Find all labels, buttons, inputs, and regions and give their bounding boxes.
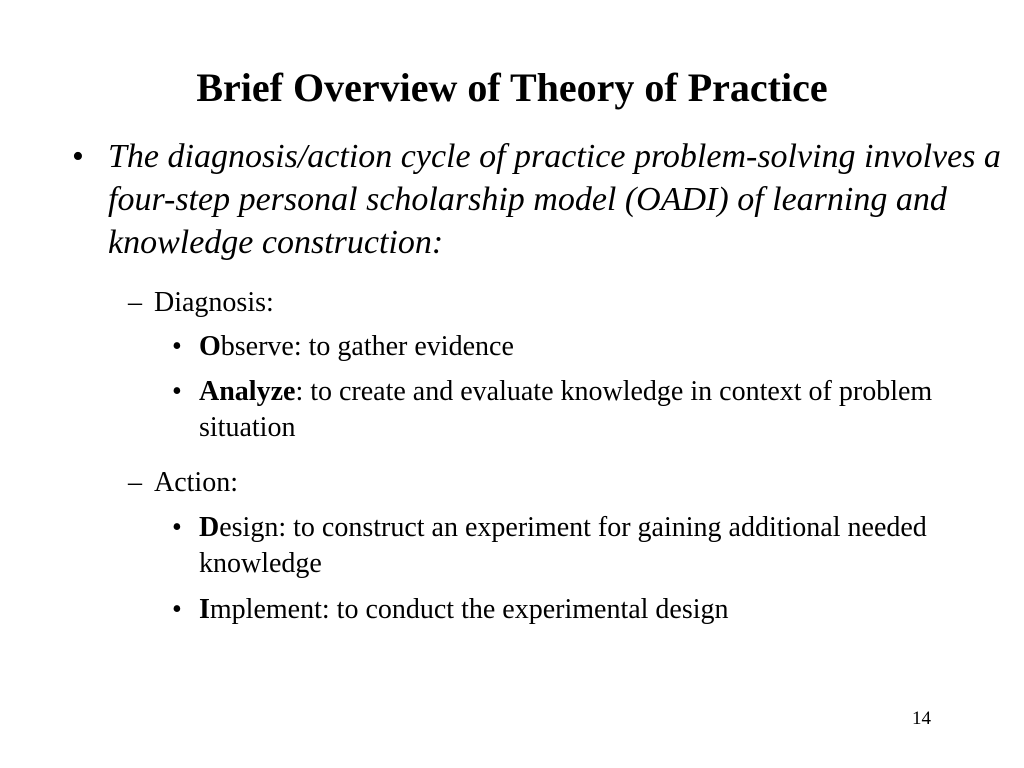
list-item-text xyxy=(199,329,992,365)
list-item-text xyxy=(199,592,992,628)
list-item-text xyxy=(199,374,992,446)
list-item-keyword: Analyze xyxy=(199,376,296,407)
section-label-action: Action: xyxy=(154,467,238,498)
page-number: 14 xyxy=(912,708,931,729)
bullet-marker: • xyxy=(172,594,182,625)
list-item-description: bserve: to gather evidence xyxy=(220,331,514,362)
main-bullet-text: The diagnosis/action cycle of practice problem-solving involves a four-step personal scholarship model (OADI) of learning and knowledge construction: xyxy=(108,138,1001,261)
list-item-analyze xyxy=(172,374,992,446)
list-item-observe xyxy=(172,329,992,365)
list-item-description: : to create and evaluate knowledge in context of problem situation xyxy=(199,376,933,443)
dash-marker: – xyxy=(128,287,142,318)
main-bullet xyxy=(72,135,1002,264)
list-item-description: esign: to construct an experiment for gaining additional needed knowledge xyxy=(199,512,927,579)
section-label-diagnosis: Diagnosis: xyxy=(154,287,274,318)
list-item-description: mplement: to conduct the experimental design xyxy=(209,594,729,625)
bullet-marker: • xyxy=(172,512,182,543)
dash-marker: – xyxy=(128,467,142,498)
bullet-marker: • xyxy=(172,376,182,407)
list-item-implement xyxy=(172,592,992,628)
section-diagnosis xyxy=(128,285,988,321)
list-item-text xyxy=(199,510,992,582)
bullet-marker: • xyxy=(72,138,84,175)
list-item-keyword: O xyxy=(199,331,221,362)
slide-title: Brief Overview of Theory of Practice xyxy=(196,65,828,110)
list-item-keyword: D xyxy=(199,512,220,543)
list-item-design xyxy=(172,510,992,582)
bullet-marker: • xyxy=(172,331,182,362)
section-action xyxy=(128,465,988,501)
list-item-keyword: I xyxy=(199,594,210,625)
